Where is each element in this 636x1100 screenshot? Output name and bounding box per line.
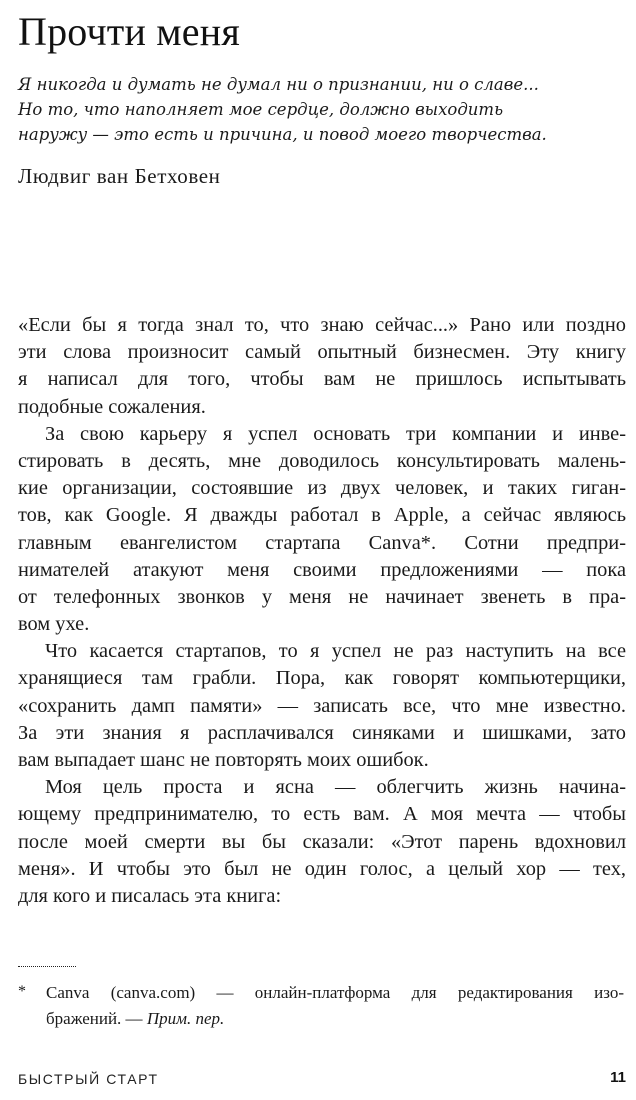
text-line: эти слова произносит самый опытный бизнесмен. Эту книгу — [18, 341, 626, 364]
text-line: тов, как Google. Я дважды работал в Apple, а сейчас являюсь — [18, 504, 626, 527]
translator-note: Прим. пер. — [146, 1009, 225, 1028]
text-line: Что касается стартапов, то я успел не раз наступить на все — [45, 640, 626, 663]
epigraph — [18, 72, 618, 147]
text-line: хранящиеся там грабли. Пора, как говорят компьютерщики, — [18, 667, 626, 690]
epigraph-line: Я никогда и думать не думал ни о признании, ни о славе... — [18, 75, 539, 94]
running-footer: БЫСТРЫЙ СТАРТ — [18, 1071, 159, 1087]
text-line: после моей смерти вы бы сказали: «Этот парень вдохновил — [18, 830, 626, 853]
text-line: для кого и писалась эта книга: — [18, 884, 282, 907]
epigraph-line: Но то, что наполняет мое сердце, должно выходить — [18, 100, 504, 119]
text-line: вам выпадает шанс не повторять моих ошибок. — [18, 749, 429, 771]
footnote-line: Canva (canva.com) — онлайн-платформа для редактирования изо- — [46, 983, 624, 1002]
text-line: меня». И чтобы это был не один голос, а целый хор — тех, — [18, 857, 626, 880]
text-line: Моя цель проста и ясна — облегчить жизнь начина- — [45, 776, 626, 799]
footnote-separator — [18, 966, 76, 967]
text-line: я написал для того, чтобы вам не пришлось испытывать — [18, 368, 626, 391]
epigraph-line: наружу — это есть и причина, и повод моего творчества. — [18, 125, 547, 144]
text-line: от телефонных звонков у меня не начинает звенеть в пра- — [18, 585, 626, 608]
footnote-mark: * — [18, 983, 26, 1000]
footnote-text: бражений. — — [46, 1009, 147, 1028]
paragraph — [18, 421, 626, 639]
text-line: стировать в десять, мне доводилось консультировать малень- — [18, 449, 626, 472]
book-page — [18, 0, 626, 1100]
text-line: ющему предпринимателю, то есть вам. А моя мечта — чтобы — [18, 803, 626, 826]
chapter-title: Прочти меня — [18, 9, 240, 54]
page-number: 11 — [610, 1069, 626, 1086]
footnote-line — [46, 1006, 624, 1032]
text-line: главным евангелистом стартапа Canva*. Сотни предпри- — [18, 531, 626, 554]
text-line: вом ухе. — [18, 613, 90, 636]
text-line: нимателей атакуют меня своими предложениями — пока — [18, 558, 626, 581]
paragraph — [18, 312, 626, 421]
paragraph — [18, 638, 626, 774]
paragraph — [18, 774, 626, 910]
text-line: За свою карьеру я успел основать три компании и инве- — [45, 422, 626, 445]
text-line: За эти знания я расплачивался синяками и шишками, зато — [18, 721, 626, 744]
text-line: кие организации, состоявшие из двух человек, и таких гиган- — [18, 477, 626, 500]
text-line: подобные сожаления. — [18, 395, 206, 418]
footnote-body — [46, 980, 624, 1032]
text-line: «сохранить дамп памяти» — записать все, что мне известно. — [18, 694, 626, 717]
epigraph-author: Людвиг ван Бетховен — [18, 164, 221, 188]
text-line: «Если бы я тогда знал то, что знаю сейчас...» Рано или поздно — [18, 314, 626, 336]
body-text — [18, 312, 626, 910]
